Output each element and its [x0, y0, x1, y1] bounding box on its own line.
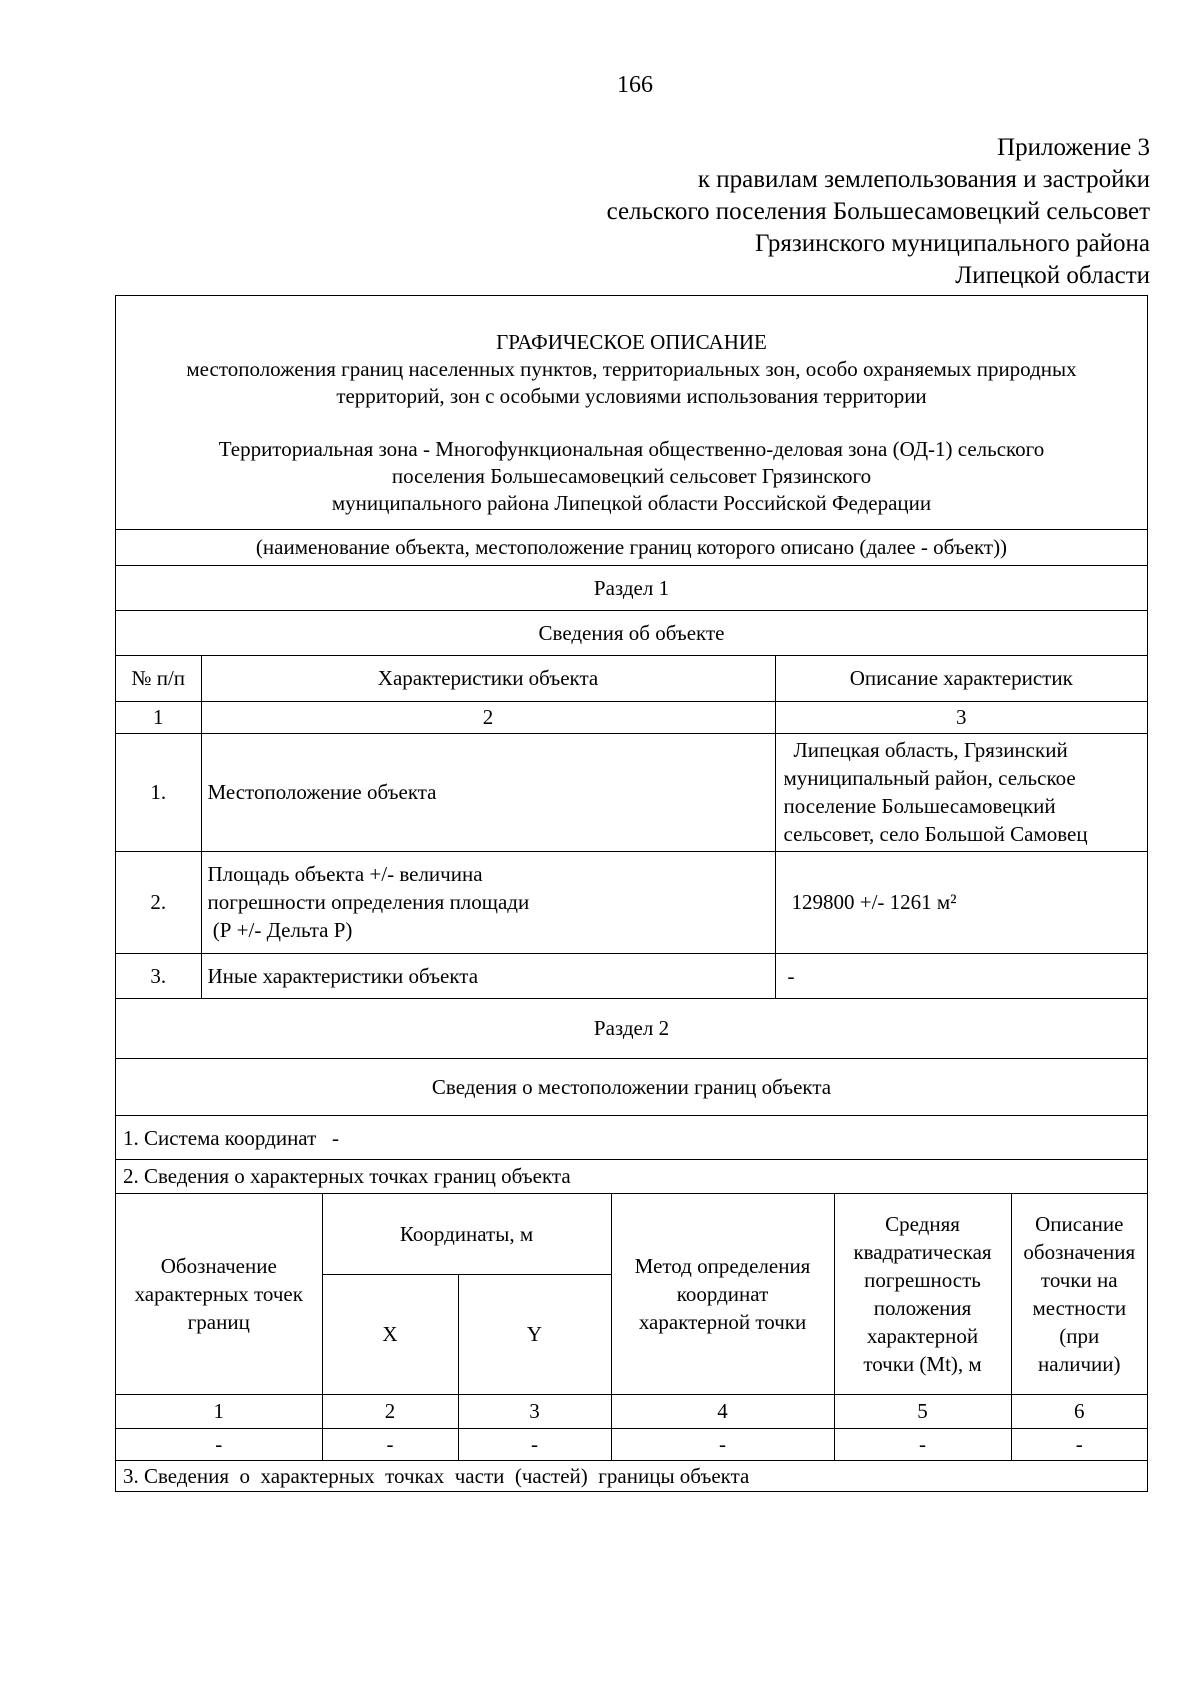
column-number: 2 — [322, 1394, 458, 1428]
table-cell: - — [834, 1428, 1011, 1460]
points-title: 2. Сведения о характерных точках границ объекта — [116, 1160, 1147, 1194]
column-number: 5 — [834, 1394, 1011, 1428]
zone-name-line: поселения Большесамовецкий сельсовет Грязинского — [391, 464, 872, 488]
appendix-line: Липецкой области — [955, 262, 1150, 289]
description-header: Описание обозначения точки на местности (при наличии) — [1011, 1194, 1147, 1394]
characteristic-value: - — [775, 953, 1147, 998]
label-line: погрешности определения площади — [207, 890, 530, 914]
document-subtitle-line: территорий, зон с особыми условиями использования территории — [336, 384, 927, 408]
value-line: сельсовет, село Большой Самовец — [783, 822, 1088, 846]
points-table — [116, 1194, 1147, 1460]
error-header: Средняя квадратическая погрешность положения характерной точки (Mt), м — [834, 1194, 1011, 1394]
object-info-table — [116, 656, 1147, 998]
appendix-line: сельского поселения Большесамовецкий сельсовет — [606, 198, 1150, 225]
characteristic-value — [775, 733, 1147, 851]
table-cell: - — [1011, 1428, 1147, 1460]
column-number: 1 — [116, 1394, 322, 1428]
y-header: Y — [458, 1274, 611, 1394]
zone-name-line: муниципального района Липецкой области Российской Федерации — [331, 491, 932, 515]
zone-name — [124, 436, 1139, 517]
form-header — [116, 296, 1147, 530]
coordinate-system: 1. Система координат - — [116, 1116, 1147, 1160]
column-header: № п/п — [116, 656, 201, 701]
characteristic-label — [201, 851, 775, 953]
section2-subtitle: Сведения о местоположении границ объекта — [116, 1059, 1147, 1116]
column-number-row — [116, 1394, 1147, 1428]
points-table-wrap — [116, 1194, 1147, 1461]
section1-subtitle: Сведения об объекте — [116, 611, 1147, 656]
object-caption: (наименование объекта, местоположение границ которого описано (далее - объект)) — [116, 530, 1147, 566]
document-title: ГРАФИЧЕСКОЕ ОПИСАНИЕ — [496, 330, 767, 354]
designation-header: Обозначение характерных точек границ — [116, 1194, 322, 1394]
row-number: 3. — [116, 953, 201, 998]
table-cell: - — [458, 1428, 611, 1460]
characteristic-label: Местоположение объекта — [201, 733, 775, 851]
column-header: Характеристики объекта — [201, 656, 775, 701]
table-row — [116, 851, 1147, 953]
document-subtitle-line: местоположения границ населенных пунктов, территориальных зон, особо охраняемых природных — [186, 357, 1077, 381]
appendix-note — [607, 132, 1150, 292]
table-cell: - — [322, 1428, 458, 1460]
characteristic-value: 129800 +/- 1261 м² — [775, 851, 1147, 953]
row-number: 2. — [116, 851, 201, 953]
column-number: 3 — [458, 1394, 611, 1428]
column-number: 1 — [116, 701, 201, 733]
value-line: Липецкая область, Грязинский — [793, 738, 1068, 762]
section1-title: Раздел 1 — [116, 566, 1147, 611]
zone-name-line: Территориальная зона - Многофункциональная общественно-деловая зона (ОД-1) сельского — [218, 437, 1045, 461]
table-row — [116, 953, 1147, 998]
table-cell: - — [116, 1428, 322, 1460]
column-number: 2 — [201, 701, 775, 733]
table-row — [116, 733, 1147, 851]
graphic-description-form — [115, 295, 1148, 1492]
page-number: 166 — [617, 72, 653, 98]
table-header-row — [116, 656, 1147, 701]
table-row — [116, 1428, 1147, 1460]
appendix-line: Приложение 3 — [997, 134, 1150, 161]
column-number: 6 — [1011, 1394, 1147, 1428]
section2-title: Раздел 2 — [116, 999, 1147, 1059]
x-header: X — [322, 1274, 458, 1394]
label-line: Площадь объекта +/- величина — [207, 862, 483, 886]
appendix-line: к правилам землепользования и застройки — [697, 166, 1150, 193]
parts-title: 3. Сведения о характерных точках части (частей) границы объекта — [123, 1464, 750, 1488]
column-header: Описание характеристик — [775, 656, 1147, 701]
column-number-row — [116, 701, 1147, 733]
row-number: 1. — [116, 733, 201, 851]
appendix-line: Грязинского муниципального района — [755, 230, 1150, 257]
method-header: Метод определения координат характерной точки — [611, 1194, 834, 1394]
object-info-table-wrap — [116, 656, 1147, 999]
coordinates-header: Координаты, м — [322, 1194, 611, 1274]
column-number: 4 — [611, 1394, 834, 1428]
column-number: 3 — [775, 701, 1147, 733]
label-line: (Р +/- Дельта Р) — [207, 918, 353, 942]
value-line: поселение Большесамовецкий — [783, 794, 1056, 818]
characteristic-label: Иные характеристики объекта — [201, 953, 775, 998]
table-header-row — [116, 1194, 1147, 1274]
value-line: муниципальный район, сельское — [783, 766, 1076, 790]
table-cell: - — [611, 1428, 834, 1460]
